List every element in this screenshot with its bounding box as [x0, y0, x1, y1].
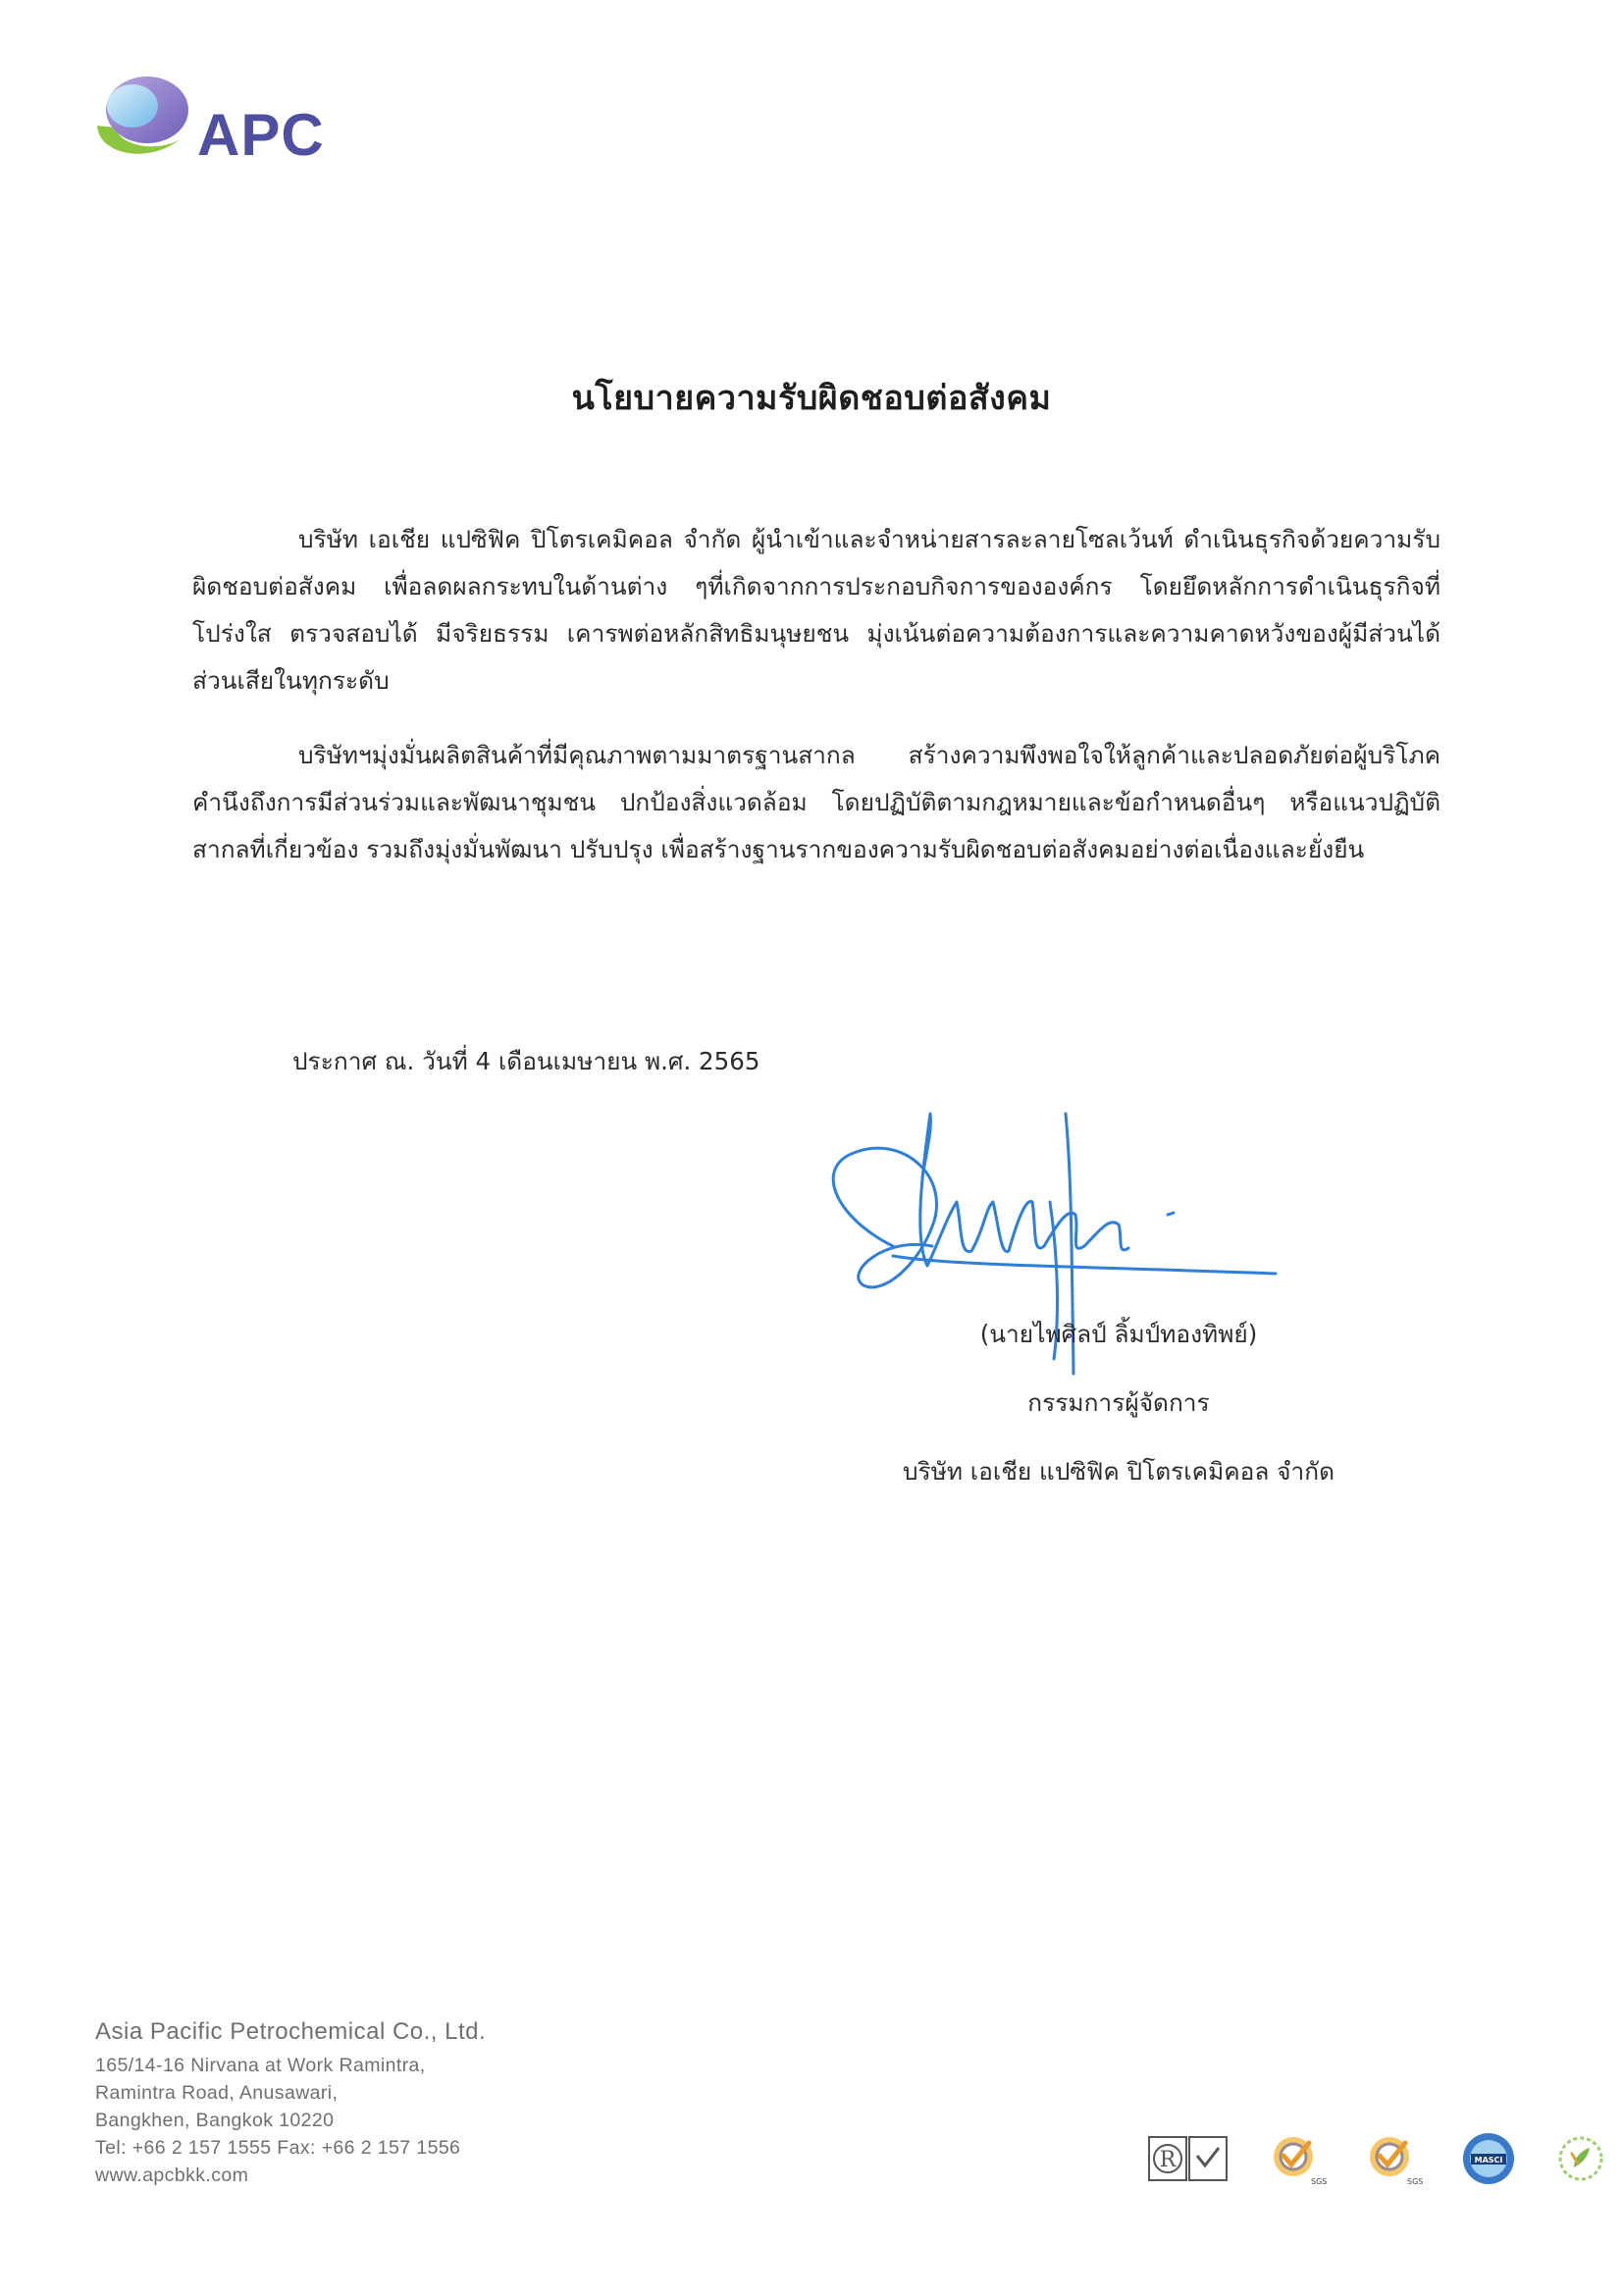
masci-cert-icon [1458, 2131, 1519, 2186]
footer-address-line: 165/14-16 Nirvana at Work Ramintra, [95, 2055, 426, 2076]
svg-text:R: R [1159, 2148, 1177, 2172]
signatory-company: บริษัท เอเชีย แปซิฟิค ปิโตรเคมิคอล จำกัด [903, 1457, 1335, 1486]
footer-address-line: Ramintra Road, Anusawari, [95, 2082, 339, 2104]
signatory-position: กรรมการผู้จัดการ [1027, 1388, 1210, 1417]
policy-paragraph-2: บริษัทฯมุ่งมั่นผลิตสินค้าที่มีคุณภาพตามมาตรฐานสากล สร้างความพึงพอใจให้ลูกค้าและปลอดภัยต่อผู้บริโภค คำนึงถึงการมีส่วนร่วมและพัฒนาชุมชน ปกป้องสิ่งแวดล้อม โดยปฏิบัติตามกฎหมายและข้อกำหนดอื่นๆ หรือแนวปฏิบัติสากลที่เกี่ยวข้อง รวมถึงมุ่งมั่นพัฒนา ปรับปรุง เพื่อสร้างฐานรากของความรับผิดชอบต่อสังคมอย่างต่อเนื่องและยั่งยืน [192, 741, 1440, 863]
footer-company-name: Asia Pacific Petrochemical Co., Ltd. [95, 2018, 487, 2045]
policy-paragraph-1: บริษัท เอเชีย แปซิฟิค ปิโตรเคมิคอล จำกัด ผู้นำเข้าและจำหน่ายสารละลายโซลเว้นท์ ดำเนินธุรกิจด้วยความรับผิดชอบต่อสังคม เพื่อลดผลกระทบในด้านต่าง ๆที่เกิดจากการประกอบกิจการขององค์กร โดยยึดหลักการดำเนินธุรกิจที่โปร่งใส ตรวจสอบได้ มีจริยธรรม เคารพต่อหลักสิทธิมนุษยชน มุ่งเน้นต่อความต้องการและความคาดหวังของผู้มีส่วนได้ส่วนเสียในทุกระดับ [192, 525, 1440, 695]
apc-logo-mark [93, 69, 407, 167]
footer-address [95, 2018, 486, 2189]
footer-website: www.apcbkk.com [95, 2165, 249, 2186]
signatory-name: (นายไพศิลป์ ลิ้มป์ทองทิพย์) [979, 1320, 1258, 1348]
sgs-cert-icon [1362, 2131, 1424, 2186]
signatory-block [864, 1315, 1374, 1521]
eco-cert-icon [1556, 2134, 1605, 2183]
svg-text:SGS: SGS [1311, 2177, 1328, 2186]
sgs-cert-icon [1266, 2131, 1328, 2186]
footer-phone-fax: Tel: +66 2 157 1555 Fax: +66 2 157 1556 [95, 2137, 461, 2159]
document-title: นโยบายความรับผิดชอบต่อสังคม [571, 379, 1052, 418]
certification-badges [1148, 2129, 1605, 2188]
footer-address-line: Bangkhen, Bangkok 10220 [95, 2110, 335, 2131]
svg-text:MASCI: MASCI [1474, 2156, 1503, 2165]
policy-body [192, 516, 1440, 901]
svg-text:SGS: SGS [1407, 2177, 1424, 2186]
logo-text: APC [197, 102, 325, 168]
registered-cert-icon [1148, 2136, 1229, 2181]
announcement-date: ประกาศ ณ. วันที่ 4 เดือนเมษายน พ.ศ. 2565 [292, 1047, 760, 1075]
apc-logo [93, 69, 407, 167]
